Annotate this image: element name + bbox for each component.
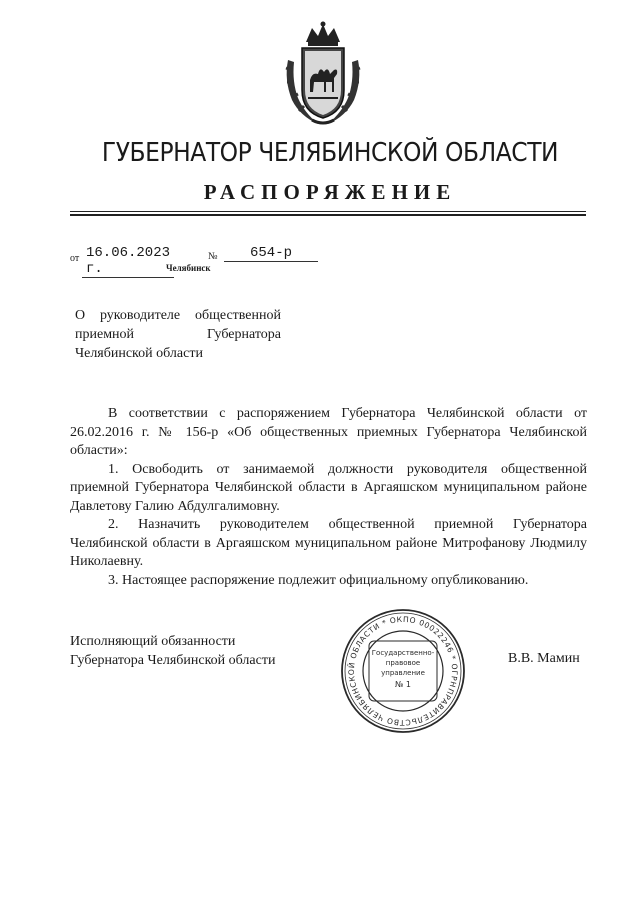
header-divider-thin <box>70 211 586 212</box>
order-item-2: 2. Назначить руководителем общественной приемной Губернатора Челябинской области в Аргаяшском муниципальном районе Митрофанову Людмилу Николаевну. <box>70 517 587 569</box>
position-line: Губернатора Челябинской области <box>70 653 276 668</box>
document-subject <box>75 306 281 363</box>
seal-center-line: управление <box>381 669 425 677</box>
order-item-1: 1. Освободить от занимаемой должности руководителя общественной приемной Губернатора Челябинской области в Аргаяшском муниципальном районе Давлетову Галию Абдулгалимовну. <box>70 461 587 514</box>
seal-center-line: № 1 <box>395 680 411 689</box>
document-body <box>70 405 587 590</box>
seal-center-line: Государственно- <box>371 649 435 657</box>
signatory-name: В.В. Мамин <box>508 651 580 666</box>
document-number: 654-р <box>224 245 318 262</box>
number-prefix: № <box>208 251 218 262</box>
subject-line: приемной Губернатора <box>75 327 281 342</box>
order-item-3: 3. Настоящее распоряжение подлежит официальному опубликованию. <box>108 572 529 588</box>
seal-center-line: правовое <box>385 659 421 667</box>
date-prefix: от <box>70 253 80 264</box>
coat-of-arms-emblem <box>282 20 364 128</box>
issuing-authority-title: ГУБЕРНАТОР ЧЕЛЯБИНСКОЙ ОБЛАСТИ <box>101 138 559 168</box>
subject-line: Челябинской области <box>75 346 203 361</box>
position-line: Исполняющий обязанности <box>70 634 236 649</box>
document-type-title: РАСПОРЯЖЕНИЕ <box>203 180 457 204</box>
official-seal-stamp <box>340 608 466 734</box>
intro-paragraph: В соответствии с распоряжением Губернатора Челябинской области от 26.02.2016 г. № 156-р «Об общественных приемных Губернатора Челябинской области»: <box>70 406 587 458</box>
signatory-position <box>70 632 275 670</box>
seal-ring-text: ПРАВИТЕЛЬСТВО ЧЕЛЯБИНСКОЙ ОБЛАСТИ * ОКПО 00022246 * ОГРН <box>346 614 460 728</box>
document-date: 16.06.2023 г. <box>82 245 174 278</box>
subject-line: О руководителе общественной <box>75 308 281 323</box>
header-divider-thick <box>70 214 586 216</box>
city-of-issue: Челябинск <box>166 263 211 273</box>
